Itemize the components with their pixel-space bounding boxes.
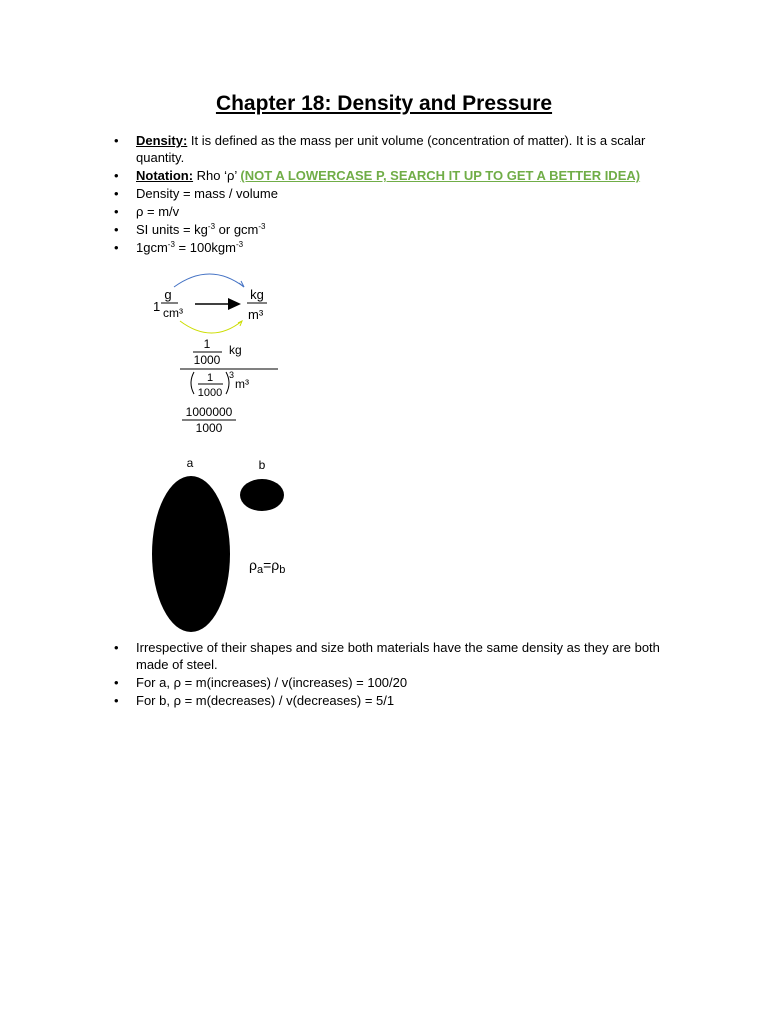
conv-one: 1 (153, 299, 161, 314)
yellow-curved-arrow-icon (180, 321, 242, 333)
blue-curved-arrow-icon (174, 274, 244, 287)
notation-text: Rho ‘ρ’ (193, 168, 241, 183)
conversion-text-a: 1gcm (136, 240, 168, 255)
conversion-text-b: = 100kgm (174, 240, 236, 255)
paren-cube: 3 (229, 370, 235, 380)
bullet-density-formula: • Density = mass / volume (136, 185, 681, 202)
conv-m3: m³ (248, 307, 264, 322)
bullet-list-explanation (136, 639, 681, 710)
density-label: Density: (136, 133, 188, 148)
conversion-sup-a: -3 (167, 240, 175, 249)
conversion-sup-b: -3 (236, 240, 244, 249)
eq-equals: = (263, 557, 272, 573)
page-title: Chapter 18: Density and Pressure (215, 92, 553, 115)
eq-rho-a: ρ (249, 557, 257, 573)
bullet-irrespective: • Irrespective of their shapes and size both materials have the same density as they are both made of steel. (136, 639, 681, 673)
si-units-sup-b: -3 (258, 222, 266, 231)
eq-sub-a: a (256, 564, 264, 576)
notation-highlight: (NOT A LOWERCASE P, SEARCH IT UP TO GET A BETTER IDEA) (240, 168, 641, 183)
eq-rho-b: ρ (271, 557, 280, 573)
density-shapes-diagram (145, 452, 305, 637)
si-units-text-b: or gcm (215, 222, 259, 237)
paren-den: 1000 (197, 387, 223, 399)
bullet-rho-formula: • ρ = m/v (136, 203, 681, 220)
frac-num: 1 (203, 337, 211, 351)
shape-label-b: b (258, 458, 266, 472)
conv-cm3: cm³ (163, 306, 183, 320)
bullet-notation (136, 167, 681, 184)
bullet-si-units (136, 221, 681, 238)
bullet-conversion (136, 239, 681, 256)
si-units-sup-a: -3 (207, 222, 216, 231)
result-den: 1000 (195, 421, 223, 435)
paren-m3: m³ (235, 377, 249, 391)
object-b-ellipse (240, 479, 284, 511)
frac-den: 1000 (193, 353, 221, 367)
bullet-for-b: • For b, ρ = m(decreases) / v(decreases) = 5/1 (136, 692, 681, 709)
conv-kg: kg (250, 287, 264, 302)
density-text: It is defined as the mass per unit volume (concentration of matter). It is a scalar quantity. (136, 133, 646, 165)
density-equality (249, 557, 285, 576)
arrow-right-icon (228, 298, 241, 310)
frac-kg: kg (229, 343, 242, 357)
bullet-list-definitions (136, 132, 681, 257)
result-num: 1000000 (185, 405, 233, 419)
conv-g: g (164, 287, 172, 302)
shape-label-a: a (186, 456, 194, 470)
paren-num: 1 (206, 372, 214, 384)
si-units-text-a: SI units = kg (136, 222, 208, 237)
unit-conversion-diagram (140, 265, 300, 440)
bullet-for-a: • For a, ρ = m(increases) / v(increases) = 100/20 (136, 674, 681, 691)
eq-sub-b: b (279, 564, 286, 576)
object-a-ellipse (152, 476, 230, 632)
notation-label: Notation: (136, 168, 194, 183)
bullet-density (136, 132, 681, 166)
